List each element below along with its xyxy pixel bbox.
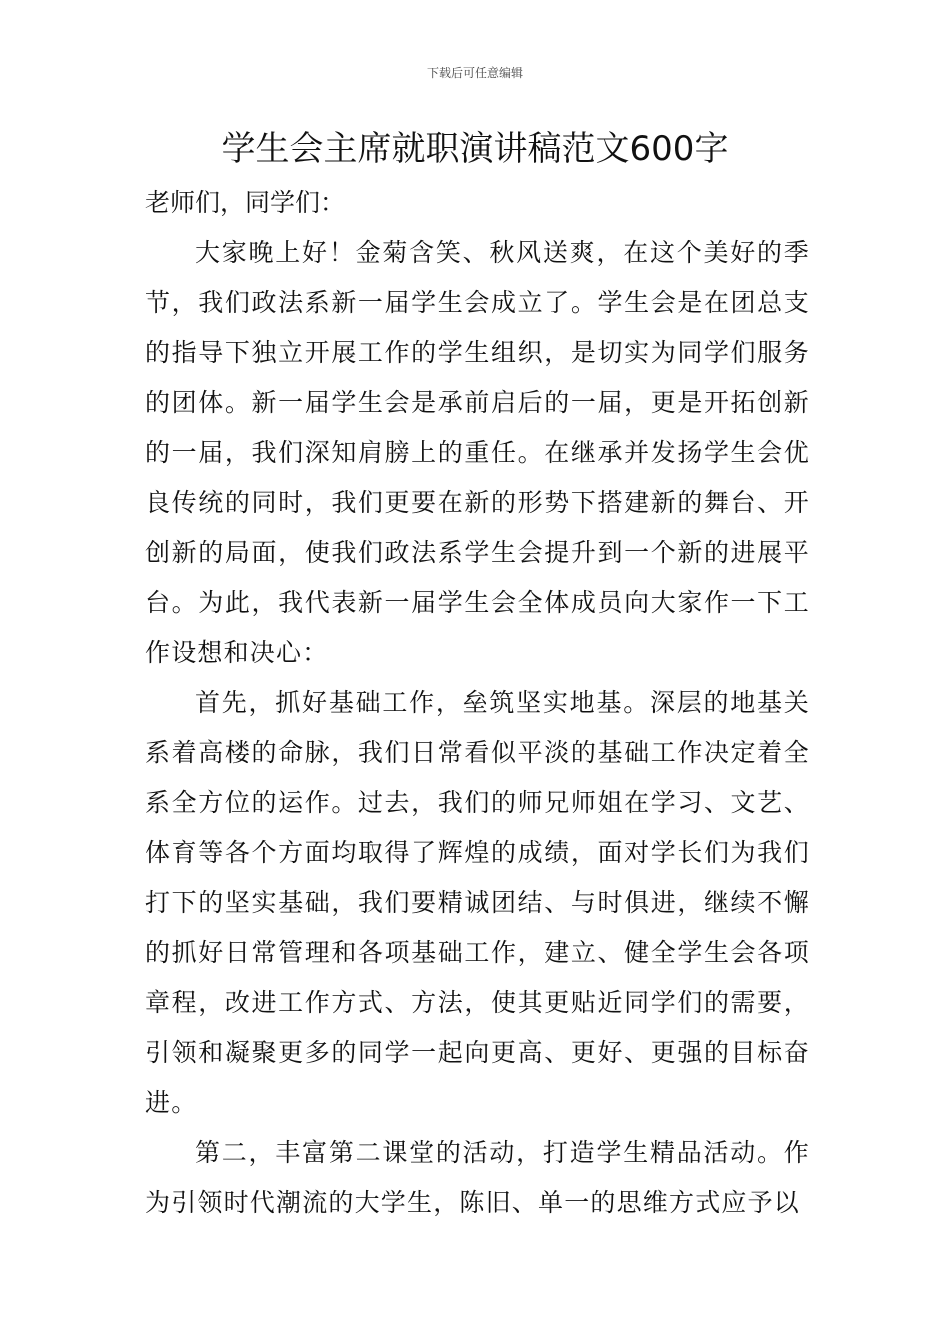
paragraph-3: 第二，丰富第二课堂的活动，打造学生精品活动。作为引领时代潮流的大学生，陈旧、单一的思维方式应予以 — [145, 1138, 810, 1217]
document-title: 学生会主席就职演讲稿范文600字 — [221, 129, 729, 169]
greeting-line: 老师们，同学们： — [145, 188, 346, 217]
document-body — [145, 178, 810, 1228]
header-note: 下载后可任意编辑 — [426, 66, 523, 80]
paragraph-1: 大家晚上好！金菊含笑、秋风送爽，在这个美好的季节，我们政法系新一届学生会成立了。学生会是在团总支的指导下独立开展工作的学生组织，是切实为同学们服务的团体。新一届学生会是承前启后的一届，更是开拓创新的一届，我们深知肩膀上的重任。在继承并发扬学生会优良传统的同时，我们更要在新的形势下搭建新的舞台、开创新的局面，使我们政法系学生会提升到一个新的进展平台。为此，我代表新一届学生会全体成员向大家作一下工作设想和决心： — [145, 238, 810, 667]
paragraph-2: 首先，抓好基础工作，垒筑坚实地基。深层的地基关系着高楼的命脉，我们日常看似平淡的基础工作决定着全系全方位的运作。过去，我们的师兄师姐在学习、文艺、体育等各个方面均取得了辉煌的成绩，面对学长们为我们打下的坚实基础，我们要精诚团结、与时俱进，继续不懈的抓好日常管理和各项基础工作，建立、健全学生会各项章程，改进工作方式、方法，使其更贴近同学们的需要，引领和凝聚更多的同学一起向更高、更好、更强的目标奋进。 — [145, 688, 810, 1117]
